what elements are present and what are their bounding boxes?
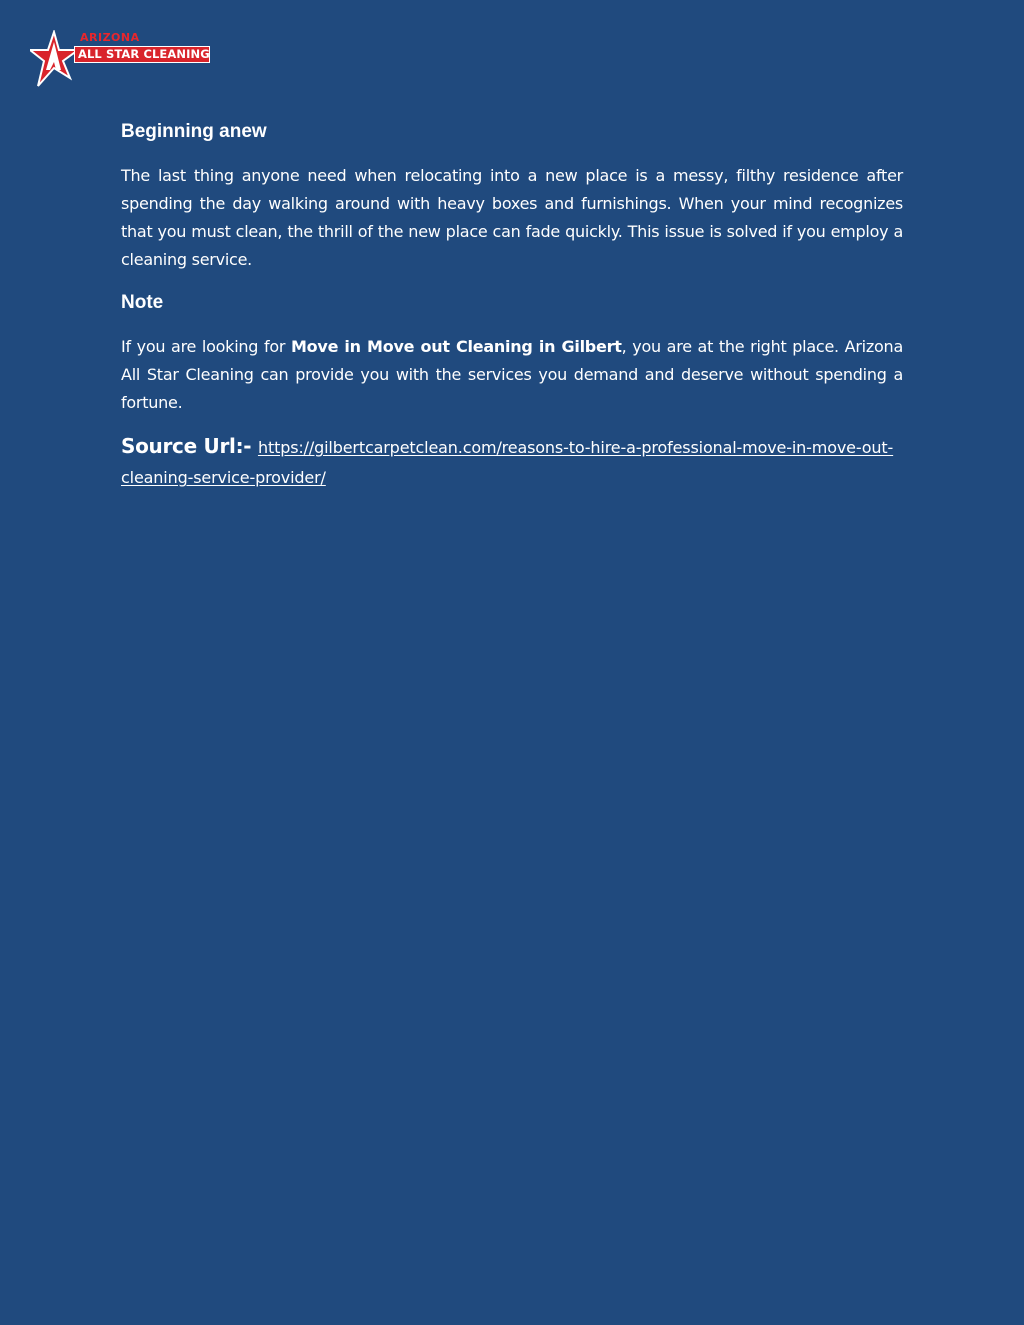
note-keyword-bold: Move in Move out Cleaning in Gilbert — [290, 337, 622, 356]
article-content — [121, 118, 903, 493]
source-url-label: Source Url:- — [121, 434, 258, 458]
note-text-prefix: If you are looking for — [121, 337, 291, 356]
heading-note: Note — [121, 292, 164, 313]
company-logo — [30, 30, 212, 90]
heading-beginning-anew: Beginning anew — [121, 121, 267, 142]
paragraph-note — [121, 333, 903, 417]
logo-company-name: ALL STAR CLEANING — [78, 47, 210, 61]
note-text-suffix: , you are at the right place. Arizona All Star Cleaning can provide you with the services you demand and deserve without spending a fortune. — [121, 337, 904, 412]
logo-arizona-text: ARIZONA — [80, 31, 140, 44]
source-url-link[interactable]: https://gilbertcarpetclean.com/reasons-to-hire-a-professional-move-in-move-out-cleaning-service-provider/ — [121, 438, 894, 487]
paragraph-beginning-anew: The last thing anyone need when relocating into a new place is a messy, filthy residence after spending the day walking around with heavy boxes and furnishings. When your mind recognizes that you must clean, the thrill of the new place can fade quickly. This issue is solved if you employ a cleaning service. — [121, 166, 903, 269]
source-url-line — [121, 431, 903, 493]
